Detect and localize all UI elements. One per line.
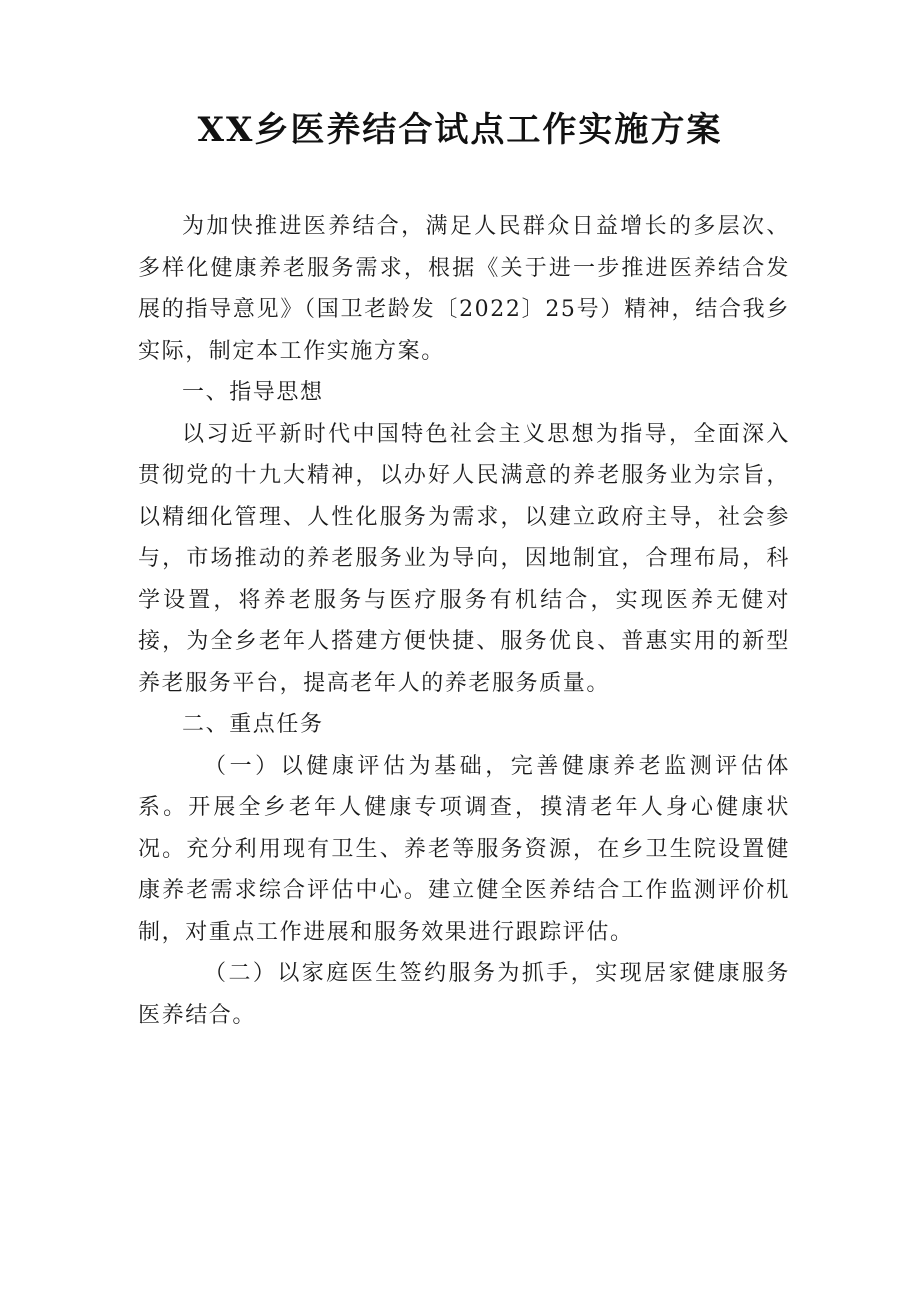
guiding-ideology-paragraph: 以习近平新时代中国特色社会主义思想为指导，全面深入贯彻党的十九大精神，以办好人民满意的养老服务业为宗旨，以精细化管理、人性化服务为需求，以建立政府主导，社会参与，市场推动的养老服务业为导向，因地制宜，合理布局，科学设置，将养老服务与医疗服务有机结合，实现医养无健对接，为全乡老年人搭建方便快捷、服务优良、普惠实用的新型养老服务平台，提高老年人的养老服务质量。 — [138, 421, 790, 696]
intro-paragraph: 为加快推进医养结合，满足人民群众日益增长的多层次、多样化健康养老服务需求，根据《关于进一步推进医养结合发展的指导意见》（国卫老龄发〔2022〕25号）精神，结合我乡实际，制定本工作实施方案。 — [138, 214, 790, 364]
key-task-1-paragraph: （一）以健康评估为基础，完善健康养老监测评估体系。开展全乡老年人健康专项调查，摸清老年人身心健康状况。充分利用现有卫生、养老等服务资源，在乡卫生院设置健康养老需求综合评估中心。建立健全医养结合工作监测评价机制，对重点工作进展和服务效果进行跟踪评估。 — [138, 753, 790, 945]
document-body — [138, 206, 790, 1036]
key-task-2-paragraph: （二）以家庭医生签约服务为抓手，实现居家健康服务医养结合。 — [138, 961, 790, 1028]
section-heading-key-tasks: 二、重点任务 — [182, 712, 324, 737]
document-title: XX乡医养结合试点工作实施方案 — [197, 110, 723, 150]
section-heading-guiding-ideology: 一、指导思想 — [182, 380, 324, 405]
